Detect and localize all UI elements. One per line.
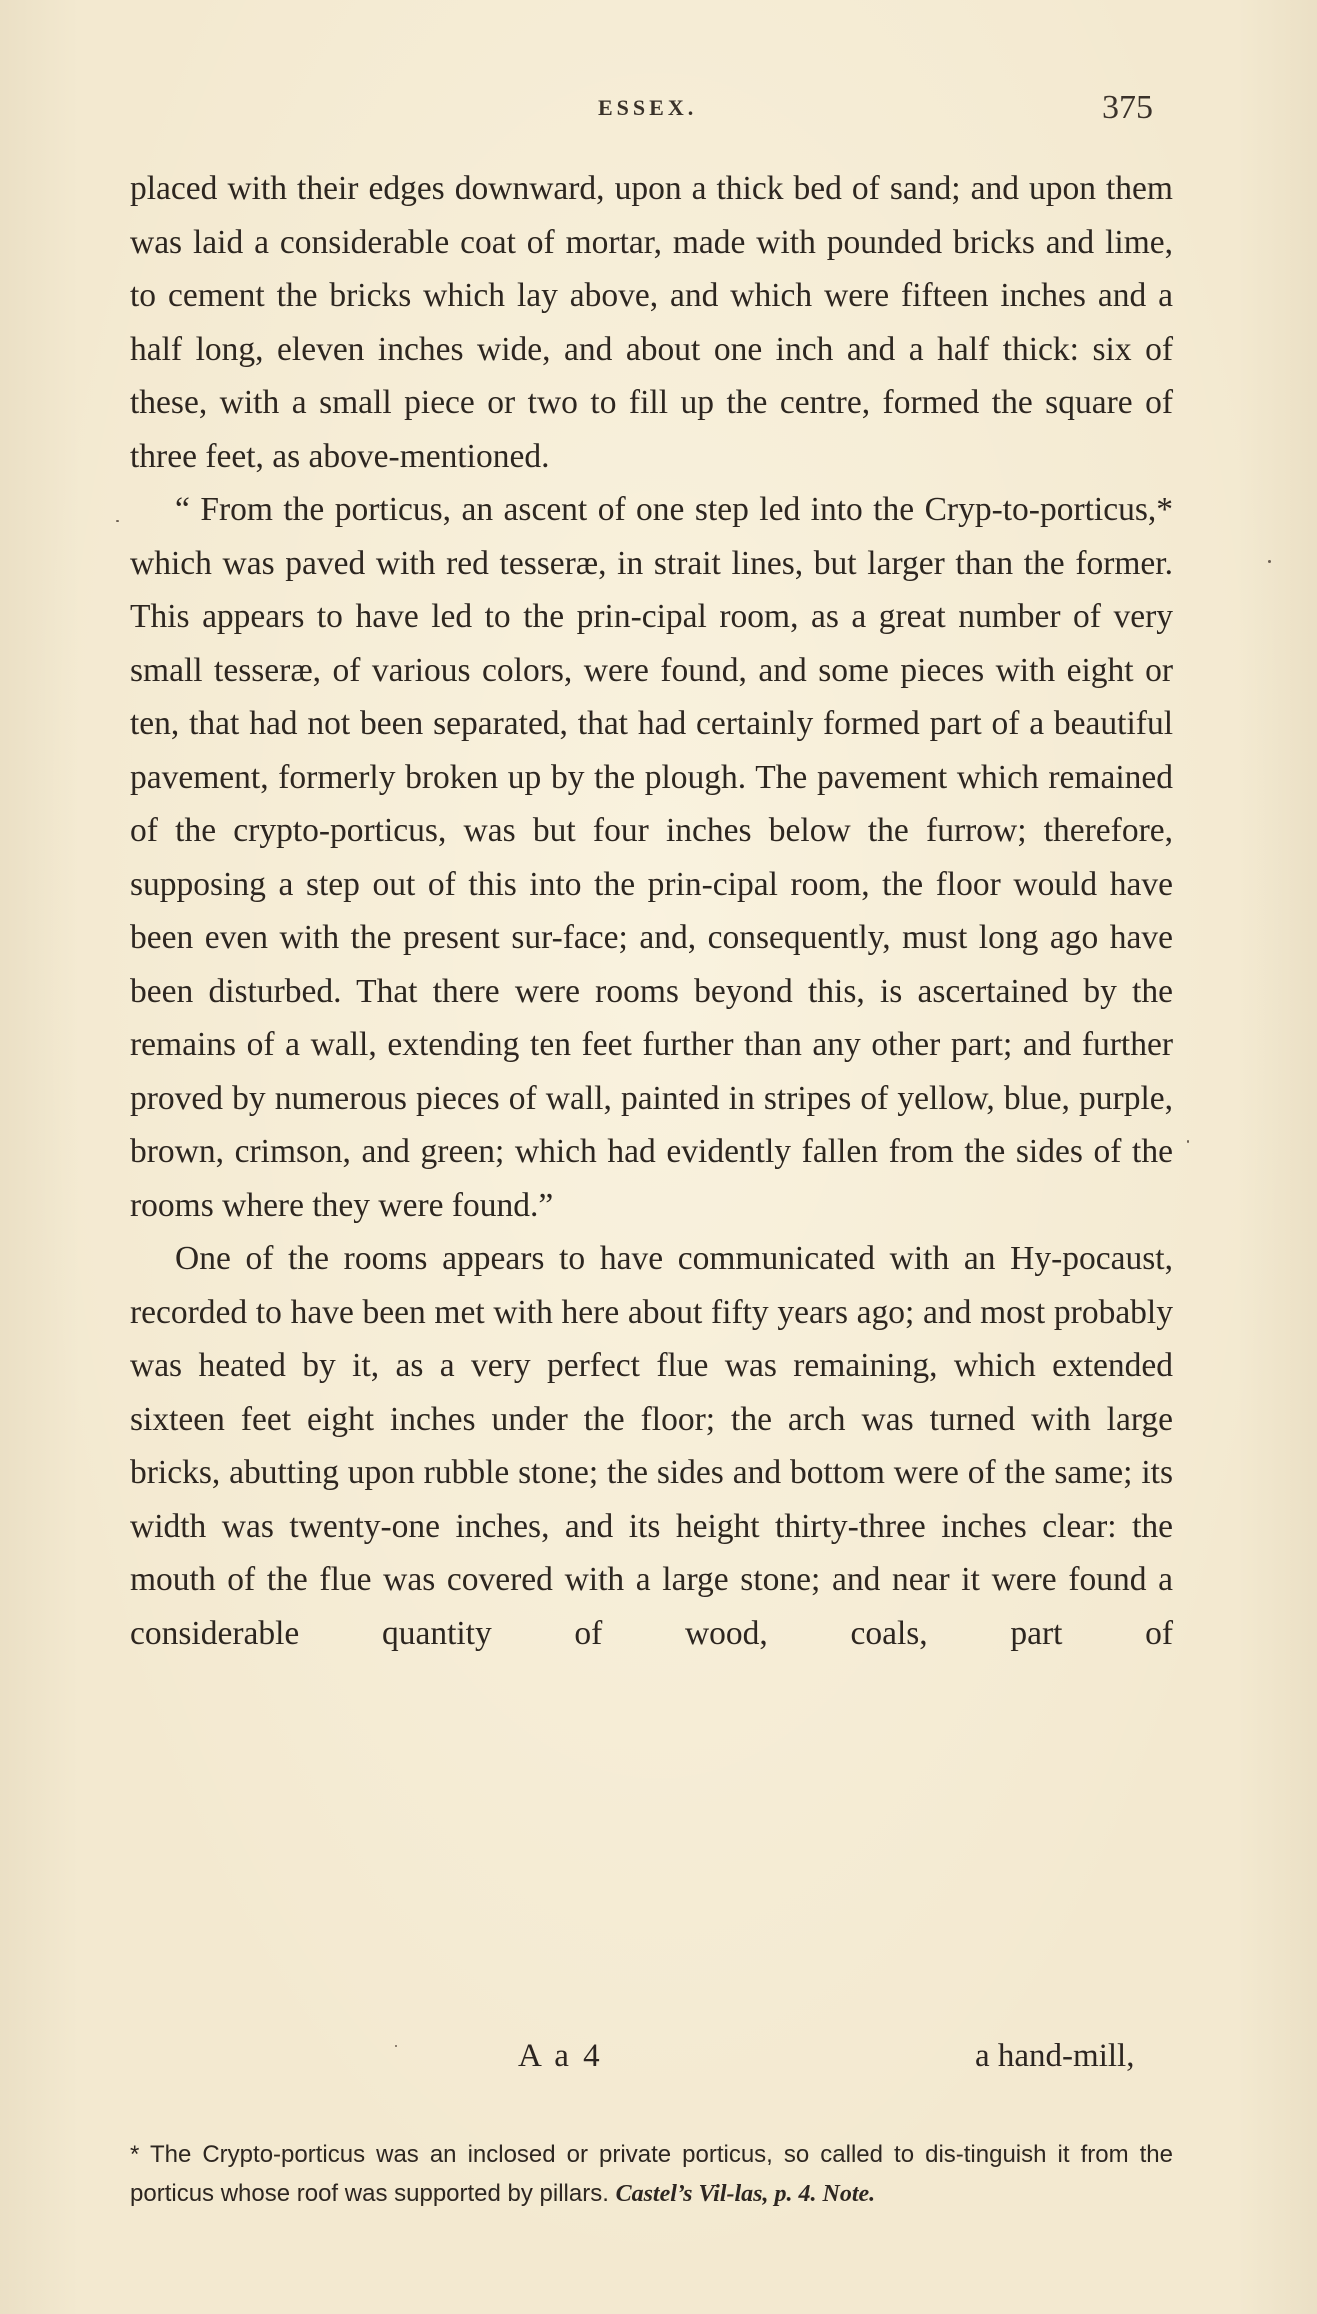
paper-fleck — [1187, 1140, 1189, 1143]
paper-fleck — [1268, 560, 1271, 563]
paper-fleck — [116, 520, 119, 522]
footnote-text — [130, 2135, 1173, 2214]
running-head: ESSEX. — [598, 95, 698, 120]
footnote-body: * The Crypto-porticus was an inclosed or private porticus, so called to dis-tinguish it from the porticus whose roof was supported by pillars. — [130, 2141, 1173, 2207]
page-header — [0, 89, 1317, 135]
paragraph-3: One of the rooms appears to have communicated with an Hy-pocaust, recorded to have been met with here about fifty years ago; and most probably was heated by it, as a very perfect flue was remaining, which extended sixteen feet eight inches under the floor; the arch was turned with large bricks, abutting upon rubble stone; the sides and bottom were of the same; its width was twenty-one inches, and its height thirty-three inches clear: the mouth of the flue was covered with a large stone; and near it were found a considerable quantity of wood, coals, part of — [130, 1240, 1173, 1652]
footnote-citation: Castel’s Vil-las, p. 4. Note. — [615, 2181, 876, 2207]
signature-mark: A a 4 — [518, 2038, 603, 2074]
body-text — [130, 162, 1173, 1660]
catchword: a hand-mill, — [975, 2038, 1135, 2074]
paragraph-1: placed with their edges downward, upon a thick bed of sand; and upon them was laid a considerable coat of mortar, made with pounded bricks and lime, to cement the bricks which lay above, and which were fifteen inches and a half long, eleven inches wide, and about one inch and a half thick: six of these, with a small piece or two to fill up the centre, formed the square of three feet, as above-mentioned. — [130, 170, 1173, 475]
page-number: 375 — [1102, 89, 1153, 126]
paper-fleck — [395, 2045, 397, 2047]
catch-line — [0, 2038, 1317, 2088]
paragraph-2-quotation: “ From the porticus, an ascent of one step led into the Cryp-to-porticus,* which was paved with red tesseræ, in strait lines, but larger than the former. This appears to have led to the prin-cipal room, as a great number of very small tesseræ, of various colors, were found, and some pieces with eight or ten, that had not been separated, that had certainly formed part of a beautiful pavement, formerly broken up by the plough. The pavement which remained of the crypto-porticus, was but four inches below the furrow; therefore, supposing a step out of this into the prin-cipal room, the floor would have been even with the present sur-face; and, consequently, must long ago have been disturbed. That there were rooms beyond this, is ascertained by the remains of a wall, extending ten feet further than any other part; and further proved by numerous pieces of wall, painted in stripes of yellow, blue, purple, brown, crimson, and green; which had evidently fallen from the sides of the rooms where they were found.” — [130, 491, 1173, 1224]
